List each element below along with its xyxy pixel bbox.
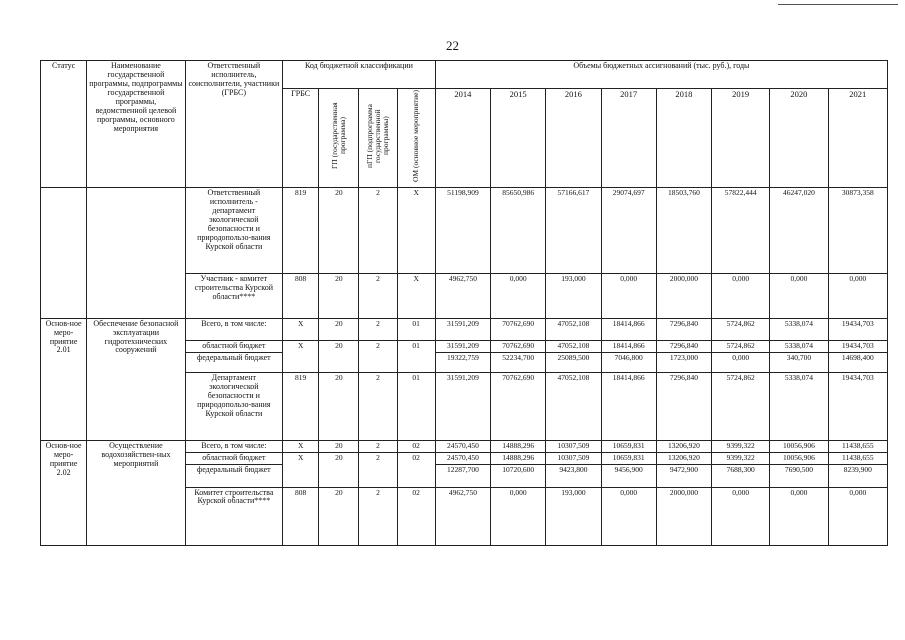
status-cell: Основ-ное меро-приятие 2.01 [41,318,87,441]
om-cell: X [397,187,435,274]
status-cell: Основ-ное меро-приятие 2.02 [41,441,87,546]
grbs-cell: X [283,453,319,487]
value-cell: 0,000 [601,274,656,318]
value-cell: 0,000 [770,274,828,318]
value-cell: 10659,831 [601,441,656,453]
pgp-cell: 2 [359,318,397,340]
executor-cell: Ответственный исполнитель - департамент экологической безопасности и природопользо-вания Курской области [185,187,282,274]
budget-table [40,60,888,546]
grbs-cell: 808 [283,487,319,545]
value-cell: 7046,800 [601,352,656,372]
executor-cell: Департамент экологической безопасности и природопользо-вания Курской области [185,372,282,440]
table-row [41,187,888,274]
gp-cell: 20 [319,372,359,440]
pgp-cell: 2 [359,274,397,318]
pgp-cell: 2 [359,487,397,545]
value-cell: 1723,000 [656,352,711,372]
executor-cell: Всего, в том числе: [185,318,282,340]
value-cell: 19434,703 [828,340,887,352]
value-cell: 52234,700 [491,352,546,372]
value-cell: 47052,108 [546,318,601,340]
gp-cell: 20 [319,340,359,372]
value-cell: 10056,906 [770,441,828,453]
value-cell: 18414,866 [601,372,656,440]
value-cell: 10056,906 [770,453,828,465]
om-cell: 02 [397,441,435,453]
top-rule [778,4,898,5]
value-cell: 5724,862 [712,340,770,352]
value-cell: 19434,703 [828,372,887,440]
om-cell: 01 [397,318,435,340]
value-cell: 85650,986 [491,187,546,274]
value-cell: 70762,690 [491,318,546,340]
col-status-header: Статус [41,61,87,188]
page-number: 22 [446,38,459,53]
value-cell: 47052,108 [546,372,601,440]
year-header: 2017 [601,89,656,188]
value-cell: 31591,209 [435,372,490,440]
om-cell: 02 [397,487,435,545]
value-cell: 5338,074 [770,340,828,352]
year-header: 2014 [435,89,490,188]
value-cell: 9423,800 [546,465,601,487]
value-cell: 9399,322 [712,453,770,465]
value-cell: 0,000 [828,487,887,545]
gp-cell: 20 [319,487,359,545]
value-cell: 8239,900 [828,465,887,487]
value-cell: 18414,866 [601,318,656,340]
value-cell: 24570,450 [435,441,490,453]
value-cell: 19434,703 [828,318,887,340]
year-header: 2021 [828,89,887,188]
value-cell: 29074,697 [601,187,656,274]
grbs-cell: 819 [283,372,319,440]
value-cell: 11438,655 [828,441,887,453]
value-cell: 10659,831 [601,453,656,465]
status-cell [41,187,87,318]
pgp-cell: 2 [359,340,397,372]
value-cell: 19322,759 [435,352,490,372]
value-cell: 25089,500 [546,352,601,372]
col-om-header [397,89,435,188]
pgp-cell: 2 [359,187,397,274]
value-cell: 70762,690 [491,372,546,440]
name-cell: Осуществление водохозяйствен-ных мероприятий [87,441,185,546]
om-cell: X [397,274,435,318]
col-pgp-header [359,89,397,188]
col-gp-header [319,89,359,188]
value-cell: 0,000 [828,274,887,318]
value-cell: 7296,840 [656,372,711,440]
value-cell: 57822,444 [712,187,770,274]
gp-cell: 20 [319,187,359,274]
gp-cell: 20 [319,453,359,487]
grbs-cell: 819 [283,187,319,274]
grbs-cell: 808 [283,274,319,318]
grbs-cell: X [283,441,319,453]
executor-cell: Комитет строительства Курской области**** [185,487,282,545]
value-cell: 47052,108 [546,340,601,352]
pgp-cell: 2 [359,441,397,453]
value-cell: 0,000 [712,487,770,545]
grbs-cell: X [283,340,319,372]
executor-cell: федеральный бюджет [185,352,282,372]
gp-cell: 20 [319,318,359,340]
volume-group-header: Объемы бюджетных ассигнований (тыс. руб.), годы [435,61,887,89]
value-cell: 5338,074 [770,372,828,440]
executor-cell: Всего, в том числе: [185,441,282,453]
value-cell: 4962,750 [435,487,490,545]
value-cell: 13206,920 [656,441,711,453]
value-cell: 0,000 [491,274,546,318]
col-pgp-label: пГП (подпрограмма государственной программы) [365,104,390,169]
om-cell: 02 [397,453,435,487]
value-cell: 193,000 [546,487,601,545]
name-cell: Обеспечение безопасной эксплуатации гидротехнических сооружений [87,318,185,441]
value-cell: 340,700 [770,352,828,372]
value-cell: 70762,690 [491,340,546,352]
value-cell: 14888,296 [491,441,546,453]
header-row-1 [41,61,888,89]
value-cell: 0,000 [491,487,546,545]
value-cell: 2000,000 [656,274,711,318]
col-gp-label: ГП (государственная программа) [329,102,347,170]
year-header: 2020 [770,89,828,188]
value-cell: 9399,322 [712,441,770,453]
value-cell: 13206,920 [656,453,711,465]
value-cell: 12287,700 [435,465,490,487]
value-cell: 14888,296 [491,453,546,465]
value-cell: 5724,862 [712,318,770,340]
executor-cell: областной бюджет [185,340,282,352]
value-cell: 2000,000 [656,487,711,545]
gp-cell: 20 [319,441,359,453]
value-cell: 14698,400 [828,352,887,372]
table-row [41,318,888,340]
value-cell: 5338,074 [770,318,828,340]
om-cell: 01 [397,372,435,440]
value-cell: 7688,300 [712,465,770,487]
value-cell: 4962,750 [435,274,490,318]
value-cell: 10720,600 [491,465,546,487]
col-grbs-header: ГРБС [283,89,319,188]
value-cell: 10307,509 [546,441,601,453]
value-cell: 0,000 [770,487,828,545]
value-cell: 46247,020 [770,187,828,274]
value-cell: 18503,760 [656,187,711,274]
executor-cell: федеральный бюджет [185,465,282,487]
pgp-cell: 2 [359,453,397,487]
value-cell: 10307,509 [546,453,601,465]
code-group-header: Код бюджетной классификации [283,61,436,89]
col-name-header: Наименование государственной программы, подпрограммы государственной программы, ведомственной целевой программы, основного мероприятия [87,61,185,188]
value-cell: 193,000 [546,274,601,318]
value-cell: 24570,450 [435,453,490,465]
value-cell: 0,000 [601,487,656,545]
grbs-cell: X [283,318,319,340]
om-cell: 01 [397,340,435,372]
value-cell: 31591,209 [435,318,490,340]
value-cell: 9472,900 [656,465,711,487]
year-header: 2015 [491,89,546,188]
col-om-label: ОМ (основное мероприятие) [411,90,421,183]
value-cell: 9456,900 [601,465,656,487]
value-cell: 7296,840 [656,318,711,340]
value-cell: 57166,617 [546,187,601,274]
value-cell: 18414,866 [601,340,656,352]
value-cell: 5724,862 [712,372,770,440]
col-executor-header: Ответственный исполнитель, соисполнители, участники (ГРБС) [185,61,282,188]
year-header: 2018 [656,89,711,188]
value-cell: 7296,840 [656,340,711,352]
table-row [41,441,888,453]
year-header: 2019 [712,89,770,188]
executor-cell: областной бюджет [185,453,282,465]
value-cell: 0,000 [712,274,770,318]
value-cell: 31591,209 [435,340,490,352]
year-header: 2016 [546,89,601,188]
gp-cell: 20 [319,274,359,318]
value-cell: 30873,358 [828,187,887,274]
pgp-cell: 2 [359,372,397,440]
value-cell: 0,000 [712,352,770,372]
value-cell: 7690,500 [770,465,828,487]
name-cell [87,187,185,318]
executor-cell: Участник - комитет строительства Курской области**** [185,274,282,318]
value-cell: 11438,655 [828,453,887,465]
value-cell: 51198,909 [435,187,490,274]
